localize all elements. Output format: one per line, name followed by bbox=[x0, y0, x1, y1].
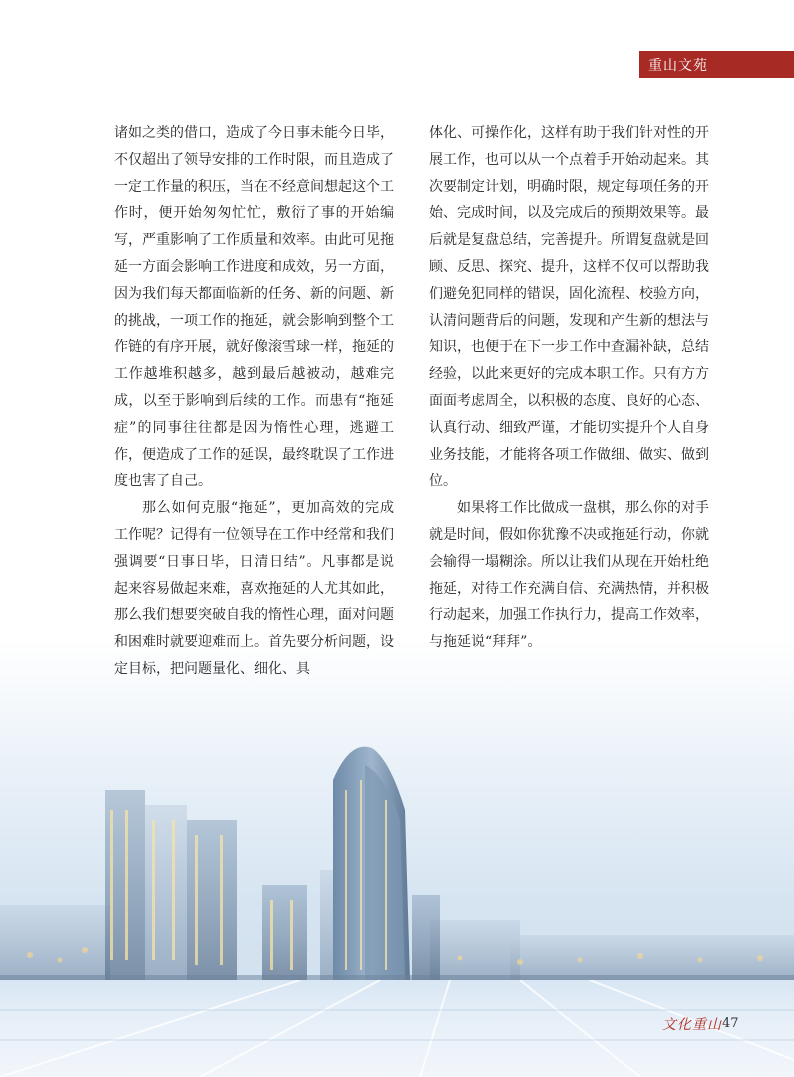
city-skyline-illustration bbox=[0, 720, 794, 990]
right-text-column bbox=[429, 120, 709, 656]
column-name-label: 重山文苑 bbox=[648, 58, 708, 74]
paragraph: 体化、可操作化，这样有助于我们针对性的开展工作，也可以从一个点着手开始动起来。其次要制定计划，明确时限，规定每项任务的开始、完成时间，以及完成后的预期效果等。最后就是复盘总结，完善提升。所谓复盘就是回顾、反思、探究、提升，这样不仅可以帮助我们避免犯同样的错误，固化流程、校验方向，认清问题背后的问题，发现和产生新的想法与知识，也便于在下一步工作中查漏补缺，总结经验，以此来更好的完成本职工作。只有方方面面考虑周全，以积极的态度、良好的心态、认真行动、细致严谨，才能切实提升个人自身业务技能，才能将各项工作做细、做实、做到位。 bbox=[429, 125, 709, 490]
magazine-logo: 文化重山 bbox=[662, 1017, 722, 1033]
page-number: 47 bbox=[722, 1016, 739, 1031]
paragraph: 如果将工作比做成一盘棋，那么你的对手就是时间，假如你犹豫不决或拖延行动，你就会输得一塌糊涂。所以让我们从现在开始杜绝拖延，对待工作充满自信、充满热情，并积极行动起来，加强工作执行力，提高工作效率，与拖延说“拜拜”。 bbox=[429, 500, 709, 651]
paragraph: 诸如之类的借口，造成了今日事未能今日毕，不仅超出了领导安排的工作时限，而且造成了一定工作量的积压，当在不经意间想起这个工作时，便开始匆匆忙忙，敷衍了事的开始编写，严重影响了工作质量和效率。由此可见拖延一方面会影响工作进度和成效，另一方面，因为我们每天都面临新的任务、新的问题、新的挑战，一项工作的拖延，就会影响到整个工作链的有序开展，就好像滚雪球一样，拖延的工作越堆积越多，越到最后越被动，越难完成，以至于影响到后续的工作。而患有“拖延症”的同事往往都是因为惰性心理，逃避工作，便造成了工作的延误，最终耽误了工作进度也害了自己。 bbox=[114, 125, 394, 490]
left-text-column bbox=[114, 120, 394, 683]
paragraph: 那么如何克服“拖延”，更加高效的完成工作呢？记得有一位领导在工作中经常和我们强调要“日事日毕，日清日结”。凡事都是说起来容易做起来难，喜欢拖延的人尤其如此，那么我们想要突破自我的惰性心理，面对问题和困难时就要迎难而上。首先要分析问题，设定目标，把问题量化、细化、具 bbox=[114, 500, 394, 677]
column-name-tag bbox=[639, 51, 794, 78]
